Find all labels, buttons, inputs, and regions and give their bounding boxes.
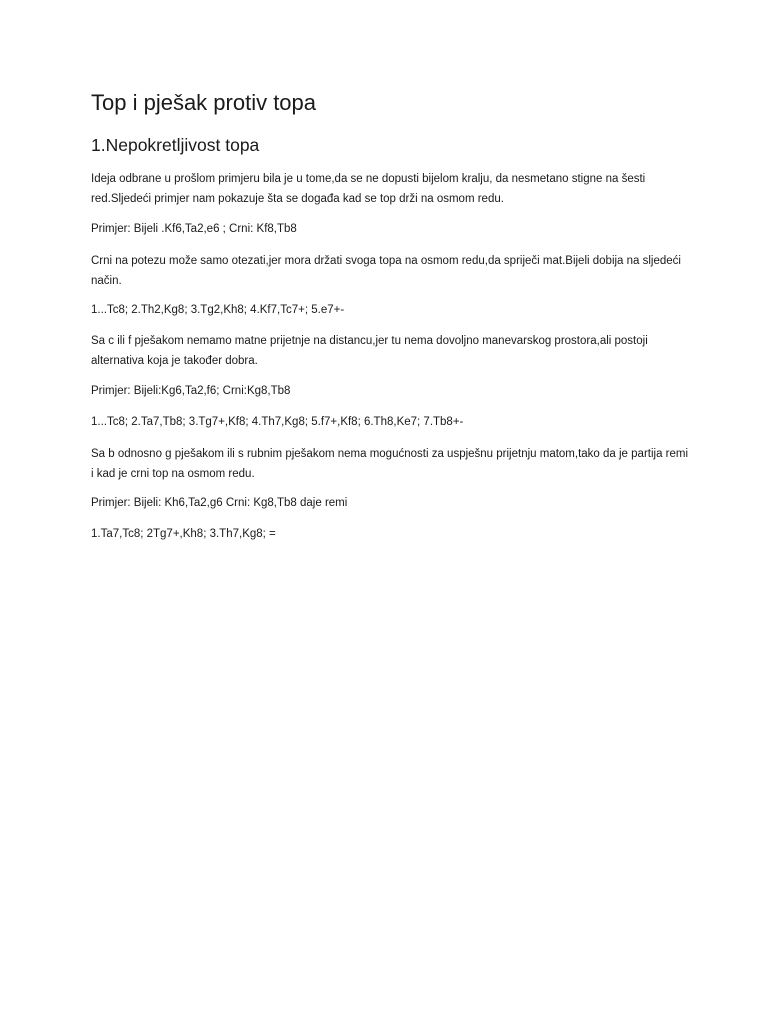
paragraph-moves-2: 1...Tc8; 2.Ta7,Tb8; 3.Tg7+,Kf8; 4.Th7,Kg8; 5.f7+,Kf8; 6.Th8,Ke7; 7.Tb8+- [91, 416, 464, 428]
paragraph-example-2: Primjer: Bijeli:Kg6,Ta2,f6; Crni:Kg8,Tb8 [91, 385, 291, 397]
paragraph-c-f-pawn: Sa c ili f pješakom nemamo matne prijetnje na distancu,jer tu nema dovoljno manevarskog prostora,ali postoji alternativa koja je također dobra. [91, 335, 648, 367]
paragraph-defense-idea: Ideja odbrane u prošlom primjeru bila je u tome,da se ne dopusti bijelom kralju, da nesmetano stigne na šesti red.Sljedeći primjer nam pokazuje šta se događa kad se top drži na osmom redu. [91, 173, 646, 205]
document-title: Top i pješak protiv topa [91, 90, 317, 115]
paragraph-b-g-pawn: Sa b odnosno g pješakom ili s rubnim pješakom nema mogućnosti za uspješnu prijetnju matom,tako da je partija remi i kad je crni top na osmom redu. [91, 448, 689, 480]
paragraph-example-3: Primjer: Bijeli: Kh6,Ta2,g6 Crni: Kg8,Tb8 daje remi [91, 497, 348, 509]
paragraph-moves-1: 1...Tc8; 2.Th2,Kg8; 3.Tg2,Kh8; 4.Kf7,Tc7+; 5.e7+- [91, 304, 345, 316]
document-page [91, 88, 691, 540]
section-heading: 1.Nepokretljivost topa [91, 135, 260, 155]
paragraph-moves-3: 1.Ta7,Tc8; 2Tg7+,Kh8; 3.Th7,Kg8; = [91, 528, 276, 540]
paragraph-example-1: Primjer: Bijeli .Kf6,Ta2,e6 ; Crni: Kf8,Tb8 [91, 223, 297, 235]
paragraph-black-to-move: Crni na potezu može samo otezati,jer mora držati svoga topa na osmom redu,da spriječi mat.Bijeli dobija na sljedeći način. [91, 255, 681, 287]
